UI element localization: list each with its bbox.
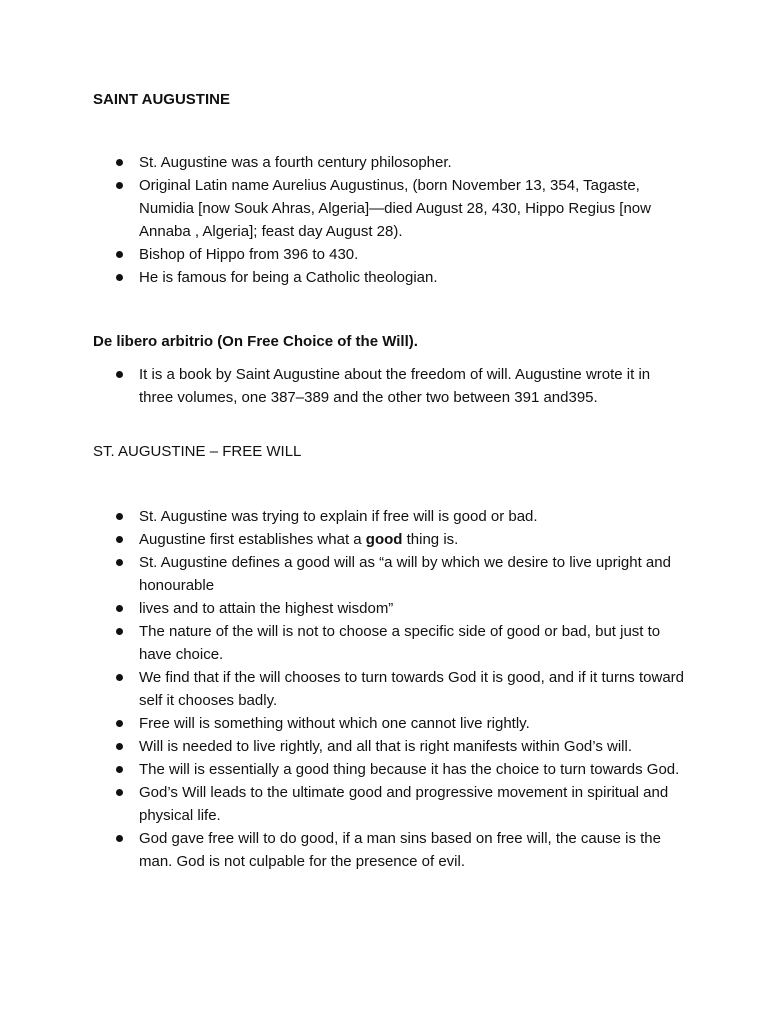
heading-de-libero-arbitrio: De libero arbitrio (On Free Choice of the Will). [93, 333, 418, 350]
heading-free-will: ST. AUGUSTINE – FREE WILL [93, 443, 302, 460]
list-item: The nature of the will is not to choose a specific side of good or bad, but just to have choice. [0, 620, 768, 666]
list-item-good [0, 528, 768, 551]
list-item: God gave free will to do good, if a man sins based on free will, the cause is the man. God is not culpable for the presence of evil. [0, 827, 768, 873]
list-item: It is a book by Saint Augustine about the freedom of will. Augustine wrote it in three volumes, one 387–389 and the other two between 391 and395. [0, 363, 768, 409]
list-item: Original Latin name Aurelius Augustinus, (born November 13, 354, Tagaste, Numidia [now Souk Ahras, Algeria]—died August 28, 430, Hippo Regius [now Annaba , Algeria]; feast day August 28). [0, 174, 768, 243]
list-item: We find that if the will chooses to turn towards God it is good, and if it turns toward self it chooses badly. [0, 666, 768, 712]
list-item-text: thing is. [402, 531, 459, 548]
list-item: St. Augustine was a fourth century philosopher. [0, 151, 768, 174]
list-item: St. Augustine was trying to explain if free will is good or bad. [0, 505, 768, 528]
list-item: Bishop of Hippo from 396 to 430. [0, 243, 768, 266]
book-bullet-list [0, 363, 768, 409]
list-item-text: Augustine first establishes what a [139, 531, 366, 548]
list-item: The will is essentially a good thing because it has the choice to turn towards God. [0, 758, 768, 781]
emphasis-good: good [365, 531, 403, 548]
list-item: God’s Will leads to the ultimate good and progressive movement in spiritual and physical life. [0, 781, 768, 827]
bio-bullet-list [0, 151, 768, 289]
list-item: Will is needed to live rightly, and all that is right manifests within God’s will. [0, 735, 768, 758]
list-item: St. Augustine defines a good will as “a will by which we desire to live upright and honourable [0, 551, 768, 597]
title-saint-augustine: SAINT AUGUSTINE [93, 91, 230, 108]
free-will-bullet-list [0, 505, 768, 873]
list-item: He is famous for being a Catholic theologian. [0, 266, 768, 289]
list-item: lives and to attain the highest wisdom” [0, 597, 768, 620]
list-item: Free will is something without which one cannot live rightly. [0, 712, 768, 735]
